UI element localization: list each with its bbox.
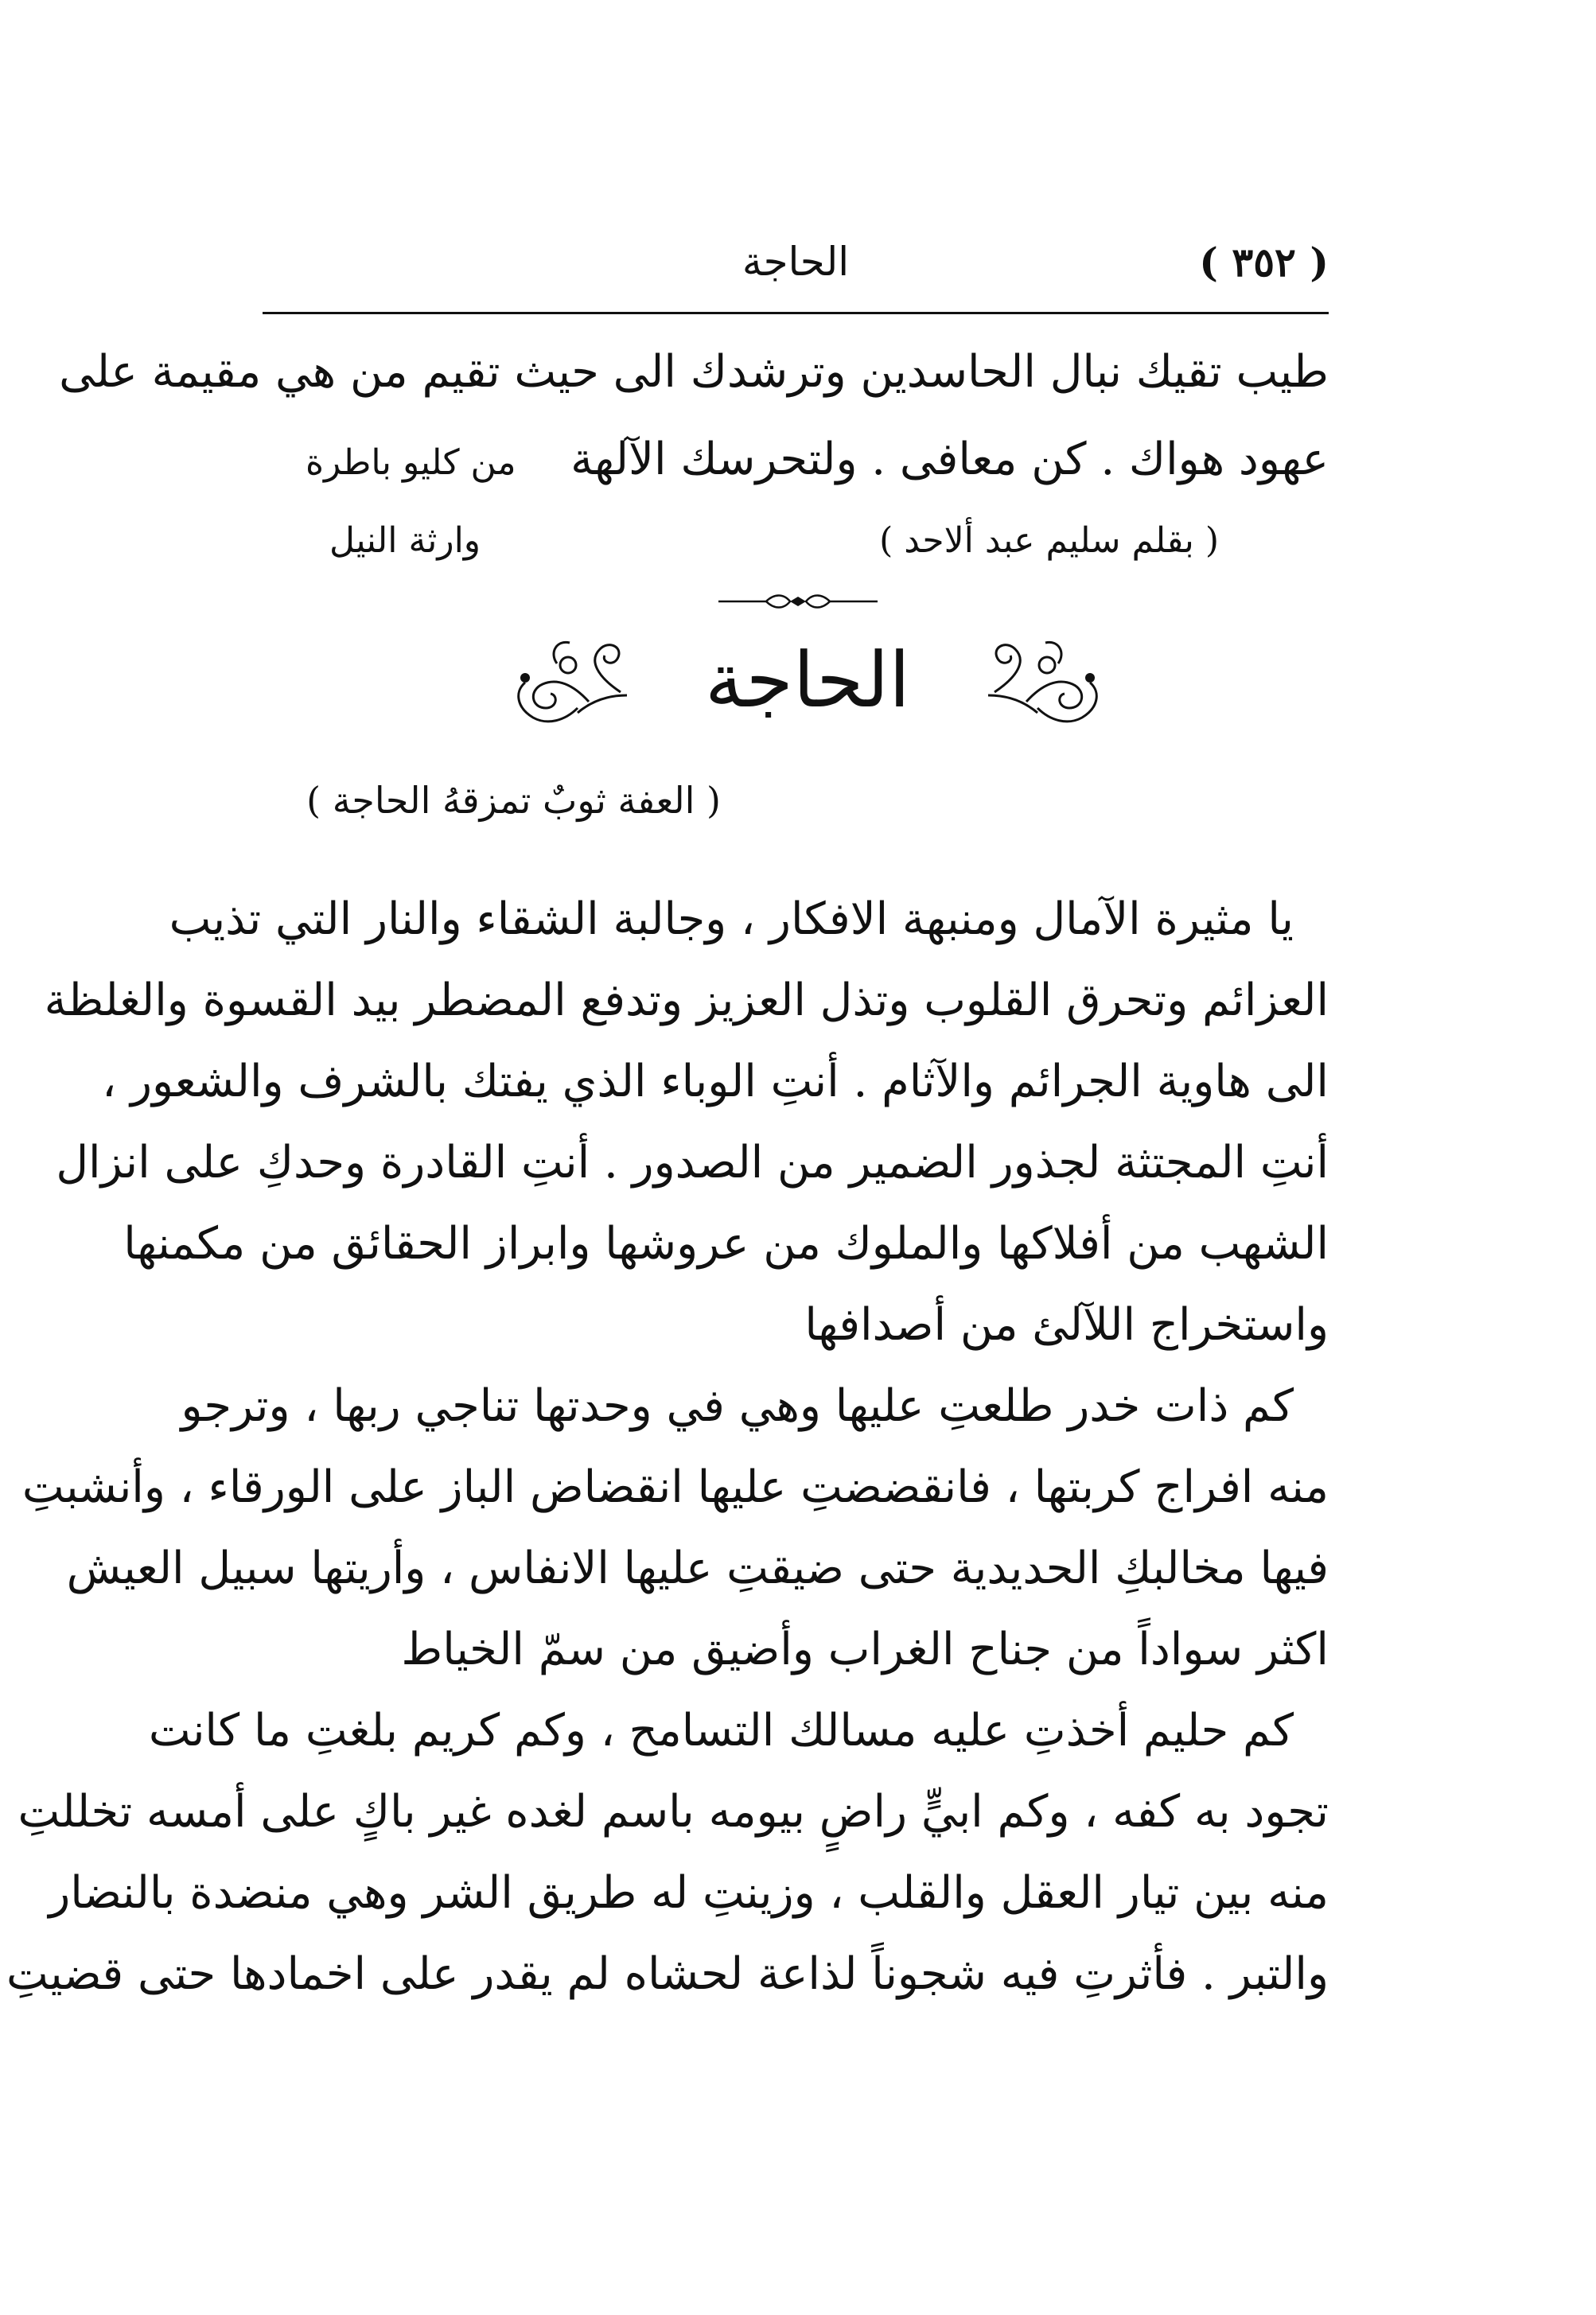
chapter-heading (501, 621, 1114, 740)
body-line-4: أنتِ المجتثة لجذور الضمير من الصدور . أنتِ القادرة وحدكِ على انزال (56, 1137, 1329, 1189)
running-header (263, 232, 1329, 304)
body-line-9: فيها مخالبكِ الحديدية حتى ضيقتِ عليها الانفاس ، وأريتها سبيل العيش (66, 1543, 1329, 1594)
previous-article-line-1: طيب تقيك نبال الحاسدين وترشدك الى حيث تقيم من هي مقيمة على (59, 346, 1329, 398)
header-rule (263, 312, 1329, 314)
separator-ornament (718, 592, 878, 611)
right-flourish-ornament (987, 628, 1114, 732)
body-line-1: يا مثيرة الآمال ومنبهة الافكار ، وجالبة الشقاء والنار التي تذيب (169, 893, 1294, 945)
body-line-10: اكثر سواداً من جناح الغراب وأضيق من سمّ الخياط (401, 1624, 1329, 1675)
body-line-7: كم ذات خدر طلعتِ عليها وهي في وحدتها تناجي ربها ، وترجو (181, 1380, 1294, 1432)
page-number: ( ٣٥٢ ) (1199, 239, 1329, 286)
epigraph: ( العفة ثوبٌ تمزقهُ الحاجة ) (306, 779, 721, 822)
body-line-8: منه افراج كربتها ، فانقضضتِ عليها انقضاض الباز على الورقاء ، وأنشبتِ (21, 1461, 1329, 1513)
signature-line-2: وارثة النيل (329, 520, 481, 561)
body-line-6: واستخراج اللآلئ من أصدافها (804, 1299, 1329, 1351)
body-line-12: تجود به كفه ، وكم ابيٍّ راضٍ بيومه باسم لغده غير باكٍ على أمسه تخللتِ (18, 1786, 1329, 1838)
body-line-11: كم حليم أخذتِ عليه مسالك التسامح ، وكم كريم بلغتِ ما كانت (148, 1705, 1294, 1757)
body-line-5: الشهب من أفلاكها والملوك من عروشها وابراز الحقائق من مكمنها (123, 1218, 1329, 1270)
body-line-14: والتبر . فأثرتِ فيه شجوناً لذاعة لحشاه لم يقدر على اخمادها حتى قضيتِ (6, 1948, 1329, 2000)
body-line-2: العزائم وتحرق القلوب وتذل العزيز وتدفع المضطر بيد القسوة والغلظة (44, 975, 1329, 1026)
body-line-13: منه بين تيار العقل والقلب ، وزينتِ له طريق الشر وهي منضدة بالنضار (49, 1867, 1329, 1919)
running-title: الحاجة (742, 239, 850, 285)
chapter-title: الحاجة (705, 636, 910, 725)
signature: من كليو باطرة (306, 442, 516, 483)
previous-article-line-2: عهود هواك . كن معافى . ولتحرسك الآلهة (570, 434, 1329, 485)
body-line-3: الى هاوية الجرائم والآثام . أنتِ الوباء الذي يفتك بالشرف والشعور ، (102, 1056, 1329, 1107)
left-flourish-ornament (501, 628, 629, 732)
translator-credit: ( بقلم سليم عبد ألاحد ) (879, 520, 1219, 561)
